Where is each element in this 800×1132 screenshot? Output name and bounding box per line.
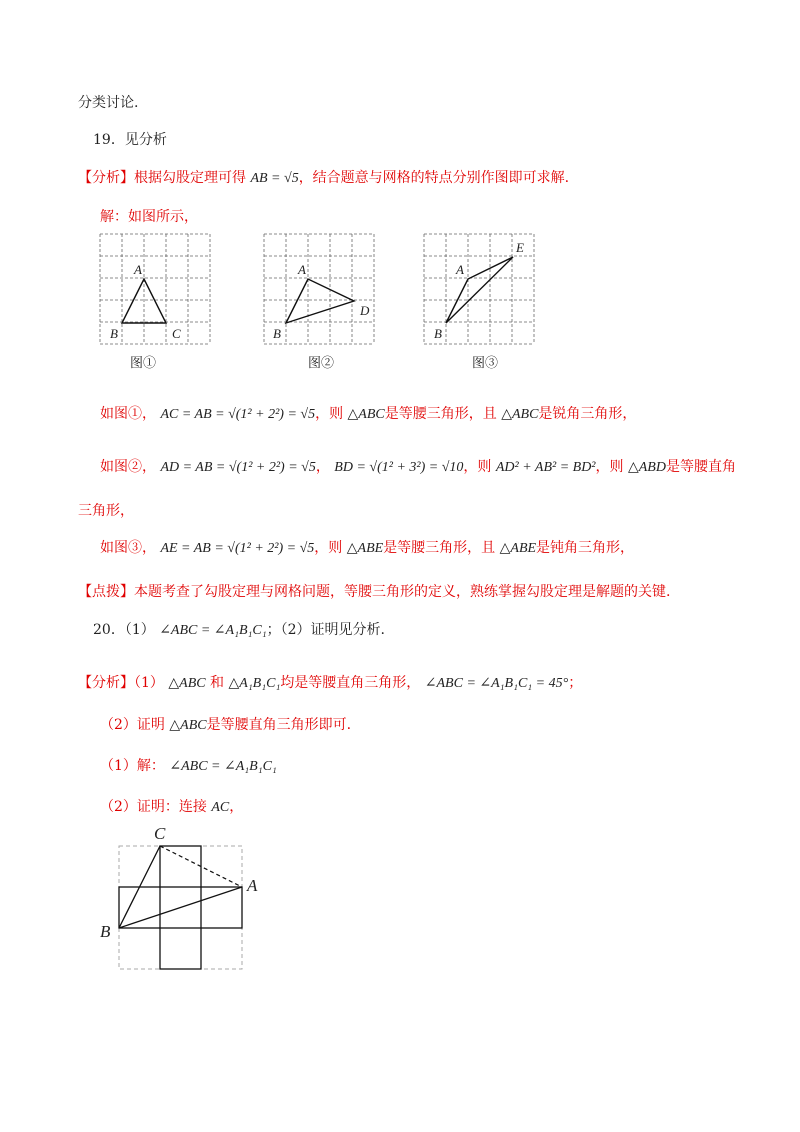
q20-solution-1 <box>100 756 277 777</box>
q20-header-num: 20．（1） <box>93 622 155 638</box>
q19-line-2 <box>100 457 736 478</box>
q20-header-math: ∠ABC = ∠A₁B₁C₁ <box>159 623 267 638</box>
q20-label-c: C <box>154 824 166 843</box>
q20-header-rest: ；（2）证明见分析. <box>266 622 385 638</box>
analysis-text-a: 根据勾股定理可得 <box>134 170 246 186</box>
line1-t1: ，则 <box>315 406 344 422</box>
q20-analysis-2 <box>100 715 351 736</box>
q19-line-2-cont: 三角形， <box>78 503 134 519</box>
q20-s2-end: ， <box>229 799 244 815</box>
q20-label-a: A <box>247 876 258 895</box>
q20-s2-prefix: （2）证明：连接 <box>100 799 207 815</box>
q20-a1-and: 和 <box>210 675 225 691</box>
fig1-label-a: A <box>134 262 142 277</box>
q20-s1-prefix: （1）解： <box>100 758 165 774</box>
q19-line-1 <box>100 404 636 425</box>
line2-t1: ，则 <box>463 459 492 475</box>
q20-figure <box>118 845 244 971</box>
line2-t3: 是等腰直角 <box>665 459 736 475</box>
solution-intro: 解：如图所示， <box>100 209 198 225</box>
line1-math: AC = AB = √(1² + 2²) = √5 <box>160 407 316 422</box>
q20-a1-math: ∠ABC = ∠A₁B₁C₁ = 45° <box>424 676 569 691</box>
tip-label: 【点拨】 <box>78 584 134 600</box>
q20-s1-math: ∠ABC = ∠A₁B₁C₁ <box>169 759 277 774</box>
line2-prefix: 如图②， <box>100 459 156 475</box>
line2-t2: ，则 <box>595 459 624 475</box>
line3-m1: △ABE <box>346 541 384 556</box>
fig2-label-a: A <box>298 262 306 277</box>
q20-s2-math: AC <box>211 800 230 815</box>
q20-a2-prefix: （2）证明 <box>100 717 165 733</box>
tip-text: 本题考查了勾股定理与网格问题，等腰三角形的定义，熟练掌握勾股定理是解题的关键. <box>134 584 671 600</box>
fig2-label-d: D <box>360 303 370 318</box>
line2-math-c: AD² + AB² = BD² <box>495 460 596 475</box>
q19-analysis <box>78 168 569 189</box>
q20-header <box>93 620 385 641</box>
line1-m2: △ABC <box>501 407 539 422</box>
q20-a1-end: ； <box>568 675 583 691</box>
fig1-label-b: B <box>110 326 118 341</box>
analysis-math: AB = √5 <box>250 171 299 186</box>
analysis-label: 【分析】 <box>78 170 134 186</box>
segment-ba <box>119 887 242 928</box>
line1-t3: 是锐角三角形， <box>538 406 637 422</box>
q20-a1-text: 均是等腰直角三角形， <box>280 675 421 691</box>
q20-solution-2 <box>100 797 243 818</box>
fig3-label-b: B <box>434 326 442 341</box>
line2-math-b: BD = √(1² + 3²) = √10 <box>334 460 464 475</box>
line3-t1: ，则 <box>314 540 343 556</box>
top-line: 分类讨论. <box>78 95 139 111</box>
fig3-label-e: E <box>516 240 524 255</box>
q19-tip <box>78 582 670 602</box>
line1-prefix: 如图①， <box>100 406 156 422</box>
line1-t2: 是等腰三角形，且 <box>384 406 497 422</box>
q20-a1-m1: △ABC <box>168 676 206 691</box>
q20-a1-prefix: （1） <box>134 675 164 691</box>
fig1-caption: 图① <box>130 356 157 371</box>
fig2-caption: 图② <box>308 356 335 371</box>
line3-m2: △ABE <box>499 541 537 556</box>
q20-label-b: B <box>100 922 111 941</box>
line3-t2: 是等腰三角形，且 <box>383 540 496 556</box>
triangle-abd <box>286 279 354 323</box>
line2-sep: ， <box>315 459 330 475</box>
q20-a1-m2: △A₁B₁C₁ <box>228 676 281 691</box>
q20-a2-text: 是等腰直角三角形即可. <box>206 717 352 733</box>
line3-prefix: 如图③， <box>100 540 156 556</box>
q20-a2-math: △ABC <box>169 718 207 733</box>
fig3-caption: 图③ <box>472 356 499 371</box>
q20-analysis-label: 【分析】 <box>78 675 134 691</box>
analysis-text-b: ，结合题意与网格的特点分别作图即可求解. <box>298 170 570 186</box>
line1-m1: △ABC <box>347 407 385 422</box>
fig1-label-c: C <box>172 326 181 341</box>
fig2-label-b: B <box>273 326 281 341</box>
fig3-label-a: A <box>456 262 464 277</box>
q19-header: 19．见分析 <box>93 132 167 148</box>
line2-m1: △ABD <box>627 460 666 475</box>
line2-math-a: AD = AB = √(1² + 2²) = √5 <box>160 460 316 475</box>
q20-analysis-1 <box>78 673 582 694</box>
line3-t3: 是钝角三角形， <box>536 540 635 556</box>
q19-line-3 <box>100 538 634 559</box>
line3-math: AE = AB = √(1² + 2²) = √5 <box>160 541 315 556</box>
